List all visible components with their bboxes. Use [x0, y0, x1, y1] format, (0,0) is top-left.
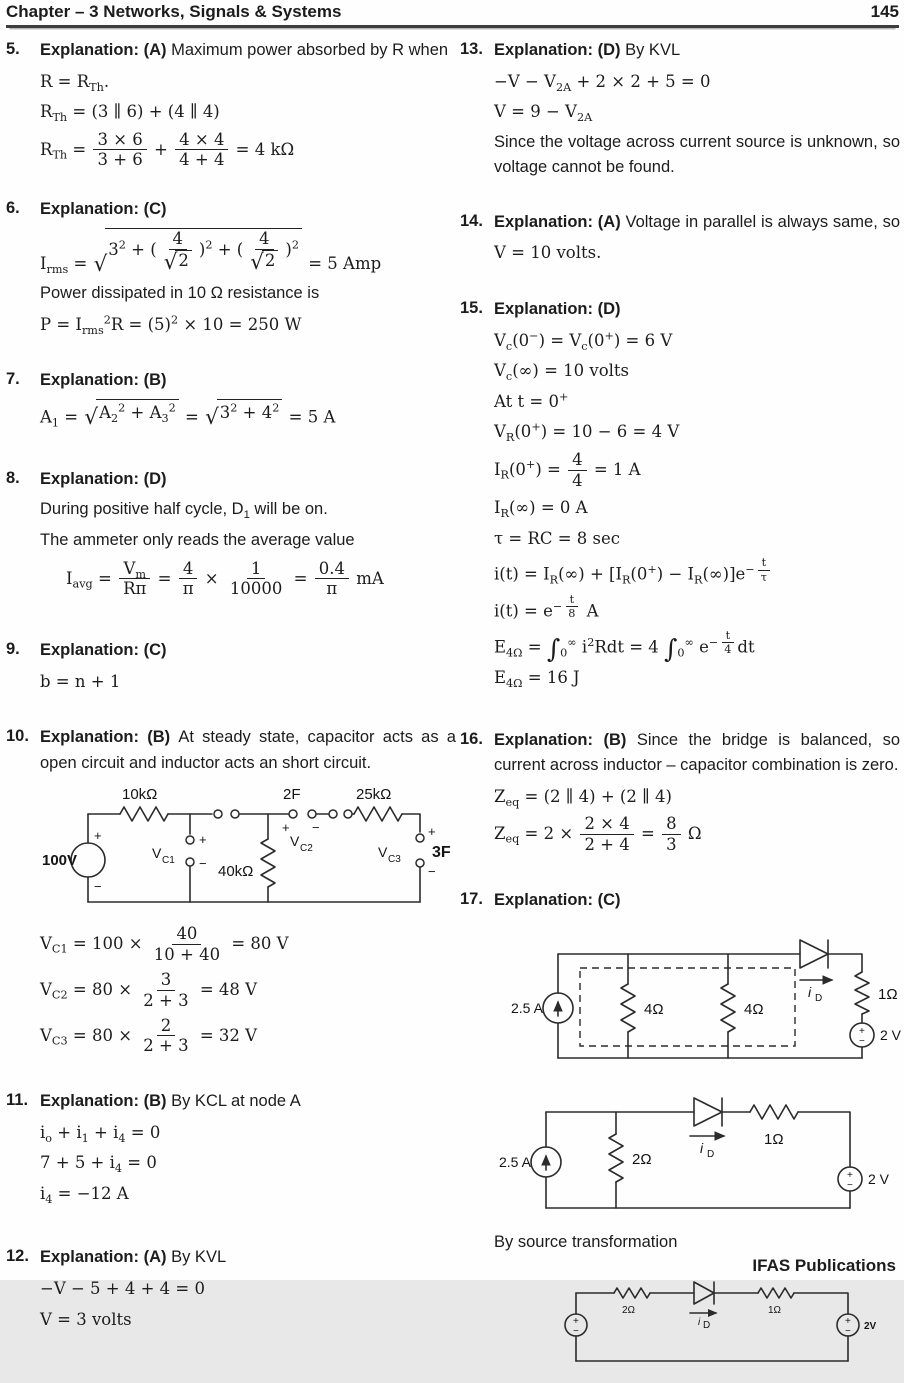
- open-terminal: [416, 859, 424, 867]
- explanation-label: Explanation: (A): [40, 41, 167, 59]
- wire: [828, 954, 862, 972]
- polarity-plus: +: [573, 1316, 579, 1328]
- solution-item-8: [6, 467, 456, 604]
- wire: [794, 1293, 848, 1314]
- formula-line: $V_{C3} = 80$ × $\frac{2}{2 + 3}$ = 32 V: [40, 1015, 258, 1056]
- circuit-diagram-source-transformed: [494, 1263, 900, 1375]
- solution-item-5: [6, 38, 456, 175]
- formula-line: $V_{C1} = 100$ × $\frac{40}{10 + 40}$ = 80 V: [40, 924, 289, 965]
- formula-line: τ = RC = 8 sec: [494, 528, 621, 548]
- explanation-label: Explanation: (B): [494, 730, 627, 749]
- item-number: 9.: [6, 640, 20, 659]
- formula-line: $I_R(\infty) = 0$ A: [494, 498, 588, 521]
- formula-line: $V_c(\infty) = 10$ volts: [494, 361, 630, 383]
- formula-line: $i_o + i_1 + i_4 = 0$: [40, 1122, 161, 1145]
- polarity-minus: −: [428, 864, 436, 880]
- resistor-4ohm-label: 4Ω: [744, 1000, 764, 1018]
- circuit-diagram-steady-state: [40, 784, 456, 916]
- formula-line: $V = 9 - V_{2A}$: [494, 102, 593, 125]
- open-terminal: [289, 810, 297, 818]
- formula-line: $V_{C2} = 80$ × $\frac{3}{2 + 3}$ = 48 V: [40, 970, 258, 1010]
- formula-line: $Z_{eq} = 2$ × $\frac{2 \times 4}{2 + 4}$ = $\frac{8}{3}$ Ω: [494, 814, 702, 855]
- item-intro: By KVL: [171, 1248, 227, 1267]
- polarity-minus: −: [94, 879, 102, 895]
- id-label: i: [698, 1317, 701, 1329]
- item-heading: [494, 728, 900, 779]
- resistor-40k-label: 40kΩ: [218, 863, 254, 881]
- formula-line: $7 + 5 + i_4 = 0$: [40, 1153, 157, 1176]
- vc3-label: V: [378, 844, 388, 861]
- item-heading: [40, 38, 456, 64]
- formula-line: $I_R(0^+)$ = $\frac{4}{4}$ = 1 A: [494, 449, 641, 490]
- id-label-sub: D: [707, 1148, 715, 1160]
- item-intro: Since the bridge is balanced, so current across inductor – capacitor combination is zero.: [494, 730, 900, 775]
- open-terminal: [308, 810, 316, 818]
- explanation-label: Explanation: (C): [494, 891, 621, 910]
- text-line: The ammeter only reads the average value: [40, 531, 355, 550]
- id-label: i: [700, 1139, 704, 1156]
- circuit-diagram-diode-simplified: [494, 1082, 900, 1222]
- resistor-10k: [120, 807, 168, 821]
- solution-item-6: [6, 197, 456, 342]
- formula-line: $i_4 = -12$ A: [40, 1183, 129, 1206]
- item-heading: [40, 197, 456, 223]
- polarity-minus: −: [845, 1326, 851, 1338]
- vc3-label-sub: C3: [388, 854, 401, 866]
- source-label: 2 V: [868, 1170, 890, 1187]
- item-number: 12.: [6, 1247, 29, 1266]
- explanation-label: Explanation: (D): [40, 469, 167, 488]
- polarity-minus: −: [312, 820, 320, 836]
- vc2-label-sub: C2: [300, 843, 313, 855]
- polarity-minus: −: [847, 1179, 853, 1191]
- resistor-4ohm-label: 4Ω: [644, 1000, 664, 1018]
- solution-item-13: [460, 38, 900, 186]
- open-terminal: [214, 810, 222, 818]
- resistor-1ohm-label: 1Ω: [764, 1130, 784, 1148]
- transformation-note: By source transformation: [494, 1232, 678, 1251]
- formula-line: $V_c(0^-) = V_c(0^+) = 6$ V: [494, 328, 673, 353]
- polarity-plus: +: [845, 1316, 851, 1328]
- formula-line: $-V - V_{2A} + 2 \times 2 + 5 = 0$: [494, 71, 711, 94]
- polarity-plus: +: [199, 832, 207, 848]
- item-heading: [40, 1089, 456, 1115]
- source-label: 2.5 A: [499, 1153, 531, 1170]
- polarity-plus: +: [94, 828, 102, 844]
- resistor-2ohm: [609, 1134, 623, 1182]
- item-number: 11.: [6, 1091, 29, 1110]
- item-intro: Maximum power absorbed by R when: [171, 41, 449, 59]
- resistor-2ohm-label: 2Ω: [632, 1150, 652, 1168]
- explanation-label: Explanation: (D): [494, 41, 621, 59]
- polarity-plus: +: [859, 1025, 865, 1037]
- resistor-2ohm-label: 2Ω: [622, 1305, 636, 1317]
- solution-item-14: [460, 210, 900, 271]
- formula-line: At t = 0+: [494, 389, 569, 411]
- polarity-plus: +: [428, 824, 436, 840]
- item-number: 8.: [6, 468, 20, 487]
- item-number: 15.: [460, 298, 483, 317]
- item-intro: Voltage in parallel is always same, so: [625, 212, 901, 231]
- resistor-4ohm: [621, 984, 635, 1032]
- item-number: 14.: [460, 211, 483, 230]
- explanation-label: Explanation: (A): [494, 212, 621, 231]
- polarity-plus: +: [847, 1169, 853, 1181]
- formula-line: V = 3 volts: [40, 1309, 132, 1329]
- open-terminal: [231, 810, 239, 818]
- item-intro: By KVL: [625, 41, 681, 59]
- solution-item-15: [460, 297, 900, 696]
- resistor-2ohm: [614, 1288, 650, 1298]
- item-heading: [494, 38, 900, 64]
- resistor-10k-label: 10kΩ: [122, 786, 158, 804]
- vc1-label: V: [152, 845, 162, 862]
- formula-line: $R_{Th}$ = $\frac{3 \times 6}{3 + 6}$ + $\frac{4 \times 4}{4 + 4}$ = 4 kΩ: [40, 129, 295, 170]
- cap-3f-label: 3F: [432, 844, 451, 862]
- formula-line: V = 10 volts.: [494, 243, 602, 263]
- item-heading: [494, 297, 900, 323]
- page-header: [6, 2, 899, 28]
- text-line: Power dissipated in 10 Ω resistance is: [40, 284, 320, 303]
- solution-item-7: [6, 368, 456, 434]
- circuit-diagram-diode-bridge: [494, 922, 900, 1074]
- explanation-label: Explanation: (B): [40, 1092, 167, 1111]
- resistor-40k: [261, 839, 275, 887]
- explanation-label: Explanation: (B): [40, 371, 167, 390]
- page-number: 145: [870, 2, 899, 21]
- source-label: 2V: [864, 1321, 877, 1333]
- resistor-4ohm: [721, 984, 735, 1032]
- item-number: 7.: [6, 370, 20, 389]
- vc2-label: V: [290, 833, 300, 850]
- item-number: 13.: [460, 40, 483, 58]
- formula-line: $I_{avg}$ = $\frac{V_m}{R\pi}$ = $\frac{4}{\pi}$ × $\frac{1}{10000}$ = $\frac{0.4}{\pi}$ mA: [66, 558, 384, 599]
- formula-line: −V − 5 + 4 + 4 = 0: [40, 1279, 205, 1299]
- item-heading: [40, 638, 456, 664]
- open-terminal: [186, 858, 194, 866]
- resistor-1ohm-label: 1Ω: [768, 1305, 782, 1317]
- item-number: 6.: [6, 199, 20, 218]
- id-label-sub: D: [815, 992, 823, 1004]
- formula-line: $P = I_{rms}^2R = (5)^2 \times 10 = 250$ W: [40, 313, 302, 337]
- solution-item-10: [6, 725, 456, 1061]
- formula-line: $Z_{eq} = (2$ ∥ 4) + (2 ∥ 4): [494, 786, 672, 809]
- resistor-25k-label: 25kΩ: [356, 786, 392, 804]
- resistor-1ohm: [758, 1288, 794, 1298]
- formula-line: $i(t) = I_R(\infty) + [I_R(0^+) - I_R(\infty)]e^{- \frac{t}{\tau}}$: [494, 556, 900, 587]
- formula-line: $i(t) = e^{- \frac{t}{8}}$ A: [494, 592, 599, 621]
- cap-2f-label: 2F: [283, 786, 301, 804]
- explanation-label: Explanation: (A): [40, 1248, 167, 1267]
- formula-line: $I_{rms}$ = √ $3^2$ + ( 4 √ 2 )$^2$ + ( 4 √ 2 )$^2$ = 5 Amp: [40, 228, 382, 277]
- formula-line: b = n + 1: [40, 671, 121, 691]
- diode-icon: [800, 940, 828, 968]
- item-heading: [40, 1245, 456, 1271]
- item-heading: [40, 725, 456, 776]
- open-terminal: [416, 834, 424, 842]
- open-terminal: [186, 836, 194, 844]
- diode-icon: [694, 1098, 722, 1126]
- polarity-minus: −: [573, 1326, 579, 1338]
- item-heading: [494, 888, 900, 914]
- resistor-1ohm-label: 1Ω: [878, 985, 898, 1003]
- item-number: 10.: [6, 727, 29, 746]
- wire: [402, 814, 420, 832]
- item-heading: [40, 368, 456, 394]
- chapter-title: Chapter – 3 Networks, Signals & Systems: [6, 2, 342, 21]
- item-heading: [40, 467, 456, 493]
- resistor-1ohm: [855, 972, 869, 1014]
- source-label: 2.5 A: [511, 999, 543, 1016]
- vc1-label-sub: C1: [162, 855, 175, 867]
- right-column: [460, 38, 900, 1383]
- left-column: [6, 38, 456, 1337]
- solution-item-9: [6, 638, 456, 699]
- source-label: 100V: [42, 852, 78, 870]
- formula-line: $R = R_{Th}$.: [40, 71, 110, 94]
- solution-item-17: [460, 888, 900, 1383]
- polarity-minus: −: [859, 1035, 865, 1047]
- explanation-label: Explanation: (C): [40, 200, 167, 219]
- polarity-plus: +: [282, 820, 290, 836]
- open-terminal: [344, 810, 352, 818]
- text-line: Since the voltage across current source is unknown, so voltage cannot be found.: [494, 132, 900, 177]
- solution-item-16: [460, 728, 900, 860]
- open-terminal: [329, 810, 337, 818]
- item-number: 17.: [460, 890, 483, 909]
- formula-line: $R_{Th} = (3$ ∥ 6) + (4 ∥ 4): [40, 102, 220, 125]
- resistor-1ohm: [750, 1105, 798, 1119]
- item-heading: [494, 210, 900, 236]
- polarity-minus: −: [199, 856, 207, 872]
- item-number: 5.: [6, 40, 20, 58]
- id-label-sub: D: [703, 1320, 711, 1332]
- solution-item-12: [6, 1245, 456, 1337]
- diode-icon: [694, 1282, 714, 1304]
- publisher-name: IFAS Publications: [752, 1256, 896, 1275]
- source-label: 2 V: [880, 1026, 902, 1043]
- formula-line: $A_1$ = √ $A_2^2 + A_3^2$ = √ $3^2 + 4^2$ = 5 A: [40, 399, 456, 430]
- resistor-25k: [354, 807, 402, 821]
- item-intro: At steady state, capacitor acts as a open circuit and inductor acts an short circuit.: [40, 728, 456, 772]
- text-line: During positive half cycle, $D_1$ will be on.: [40, 500, 328, 522]
- wire: [798, 1112, 850, 1167]
- formula-line: $E_{4\Omega} = 16$ J: [494, 668, 580, 691]
- explanation-label: Explanation: (D): [494, 299, 621, 318]
- explanation-label: Explanation: (C): [40, 641, 167, 660]
- id-label: i: [808, 983, 812, 1000]
- item-intro: By KCL at node A: [171, 1092, 301, 1111]
- formula-line: $E_{4\Omega} = \int_0^\infty$ $i^2Rdt = 4$ $\int_0^\infty$ $e^{- \frac{t}{4}}$ dt: [494, 628, 755, 665]
- formula-line: $V_R(0^+) = 10 - 6 = 4$ V: [494, 420, 680, 445]
- item-number: 16.: [460, 729, 483, 748]
- solution-item-11: [6, 1089, 456, 1211]
- explanation-label: Explanation: (B): [40, 728, 171, 747]
